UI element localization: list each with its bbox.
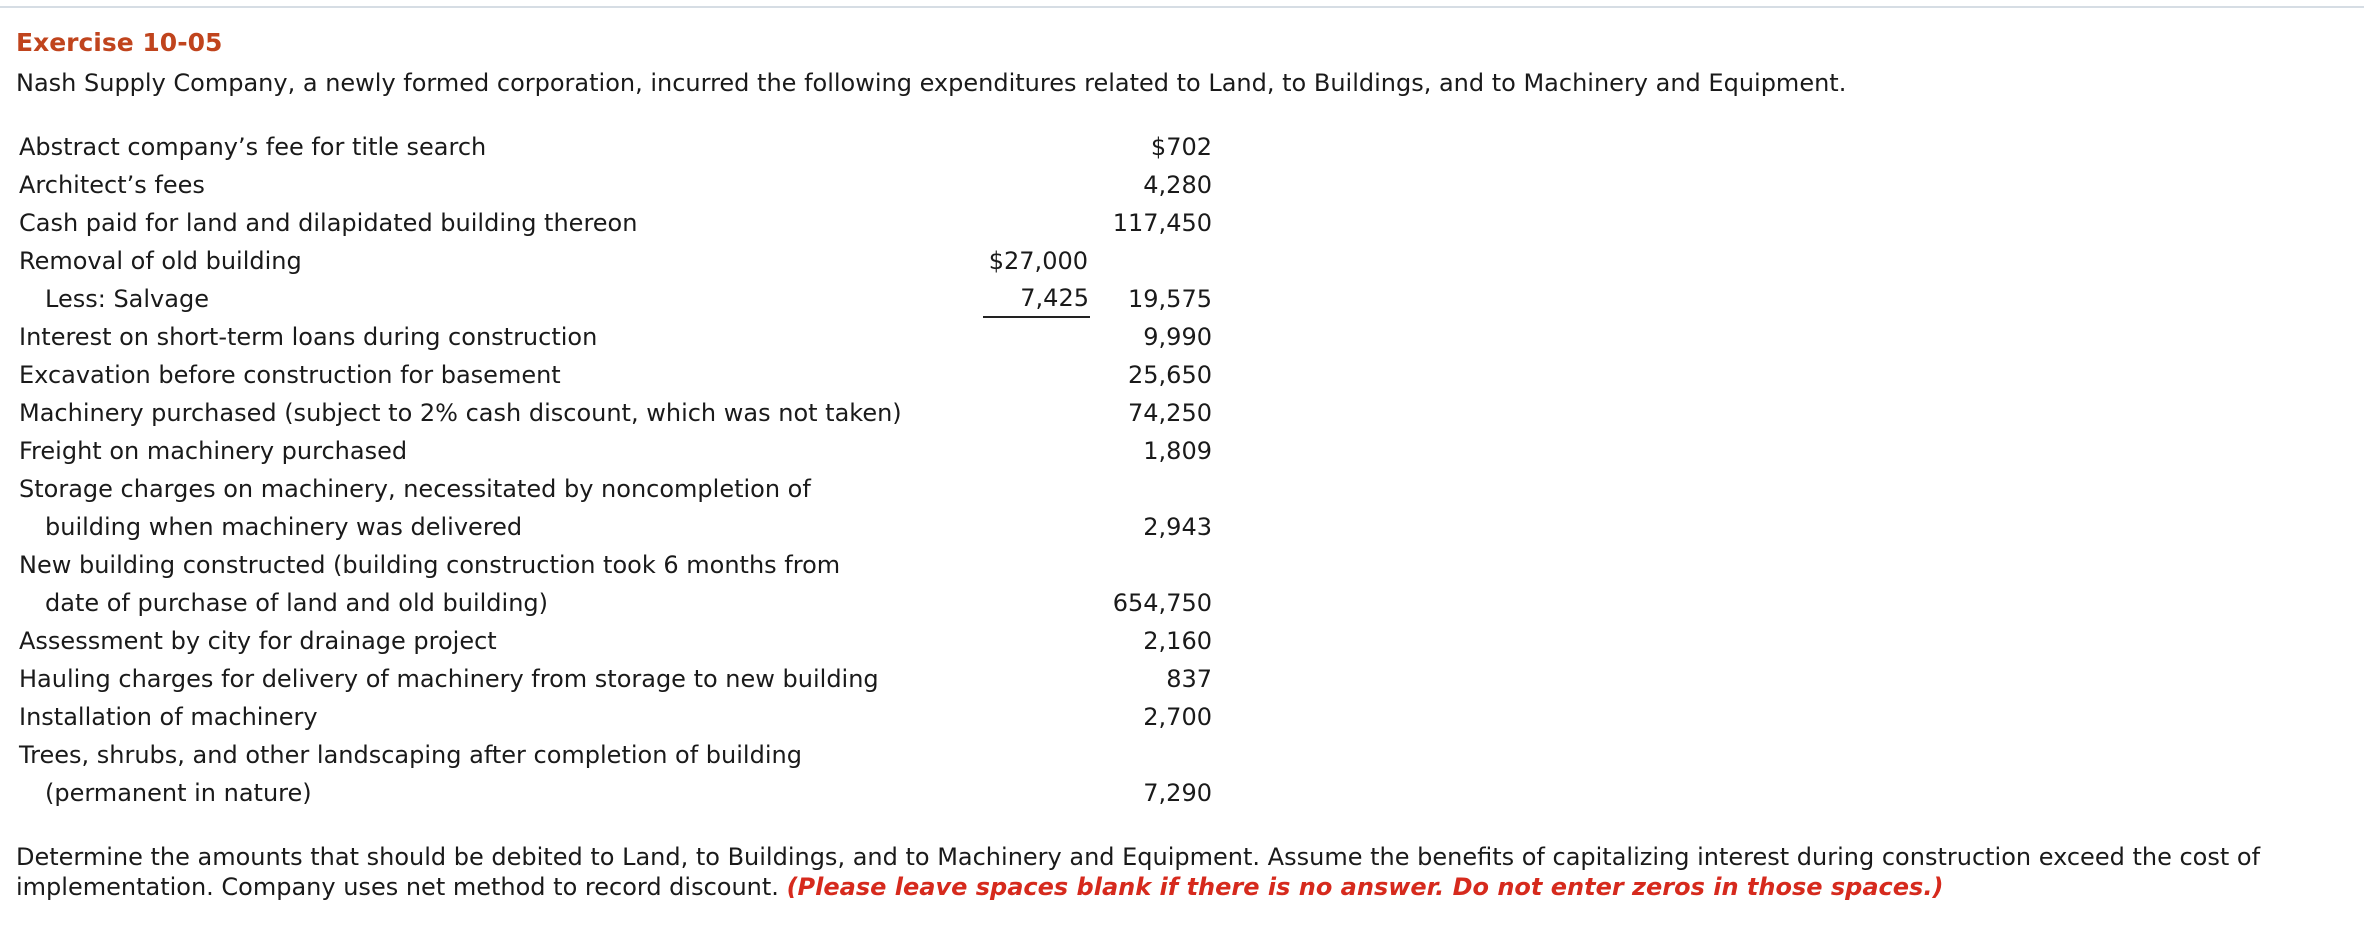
table-row	[0, 622, 1300, 660]
table-row	[0, 660, 1300, 698]
expenditure-label: Excavation before construction for basement	[19, 361, 561, 389]
table-row	[0, 394, 1300, 432]
expenditure-amount: 2,943	[1143, 513, 1212, 541]
instructions-note: (Please leave spaces blank if there is no answer. Do not enter zeros in those spaces.)	[786, 873, 1944, 901]
expenditure-amount: 654,750	[1112, 589, 1212, 617]
table-row	[0, 508, 1300, 546]
table-row	[0, 166, 1300, 204]
table-row	[0, 546, 1300, 584]
table-row	[0, 698, 1300, 736]
table-row	[0, 736, 1300, 774]
expenditure-label: (permanent in nature)	[45, 779, 312, 807]
expenditure-amount: 74,250	[1128, 399, 1212, 427]
table-row	[0, 128, 1300, 166]
expenditure-amount: 2,160	[1143, 627, 1212, 655]
table-row	[0, 470, 1300, 508]
table-row	[0, 584, 1300, 622]
expenditure-amount: $702	[1150, 133, 1212, 161]
expenditure-label: Removal of old building	[19, 247, 302, 275]
expenditure-amount: 4,280	[1143, 171, 1212, 199]
expenditure-label: Assessment by city for drainage project	[19, 627, 497, 655]
table-row	[0, 242, 1300, 280]
expenditure-label: date of purchase of land and old building)	[45, 589, 549, 617]
expenditure-amount: 837	[1166, 665, 1212, 693]
expenditure-label: Less: Salvage	[45, 285, 209, 313]
exercise-intro: Nash Supply Company, a newly formed corporation, incurred the following expenditures related to Land, to Buildings, and to Machinery and Equipment.	[16, 69, 1847, 97]
expenditure-label: Freight on machinery purchased	[19, 437, 408, 465]
expenditure-label: Architect’s fees	[19, 171, 205, 199]
top-divider	[0, 6, 2364, 8]
expenditure-amount: 19,575	[1128, 285, 1212, 313]
expenditure-label: Cash paid for land and dilapidated building thereon	[19, 209, 638, 237]
expenditure-amount: 117,450	[1112, 209, 1212, 237]
table-row	[0, 280, 1300, 318]
expenditure-label: Interest on short-term loans during construction	[19, 323, 598, 351]
table-row	[0, 774, 1300, 812]
expenditure-label: Machinery purchased (subject to 2% cash discount, which was not taken)	[19, 399, 902, 427]
sub-amount: $27,000	[988, 247, 1088, 275]
table-row	[0, 432, 1300, 470]
sub-amount: 7,425	[983, 280, 1090, 318]
expenditure-label: Installation of machinery	[19, 703, 318, 731]
expenditure-amount: 9,990	[1143, 323, 1212, 351]
expenditure-amount: 2,700	[1143, 703, 1212, 731]
expenditure-amount: 25,650	[1128, 361, 1212, 389]
expenditure-label: Trees, shrubs, and other landscaping after completion of building	[19, 741, 802, 769]
expenditure-label: Storage charges on machinery, necessitated by noncompletion of	[19, 475, 811, 503]
table-row	[0, 356, 1300, 394]
expenditure-label: New building constructed (building construction took 6 months from	[19, 551, 841, 579]
expenditures-table	[0, 128, 1300, 812]
expenditure-label: building when machinery was delivered	[45, 513, 523, 541]
table-row	[0, 204, 1300, 242]
instructions-text: Determine the amounts that should be debited to Land, to Buildings, and to Machinery and Equipment. Assume the benefits of capitalizing interest during construction exceed the cost of implementation. Company uses net method to record discount.	[16, 843, 2261, 901]
expenditure-label: Abstract company’s fee for title search	[19, 133, 487, 161]
instructions	[16, 842, 2316, 902]
expenditure-amount: 7,290	[1143, 779, 1212, 807]
expenditure-amount: 1,809	[1143, 437, 1212, 465]
table-row	[0, 318, 1300, 356]
exercise-title: Exercise 10-05	[16, 28, 223, 57]
expenditure-label: Hauling charges for delivery of machinery from storage to new building	[19, 665, 879, 693]
